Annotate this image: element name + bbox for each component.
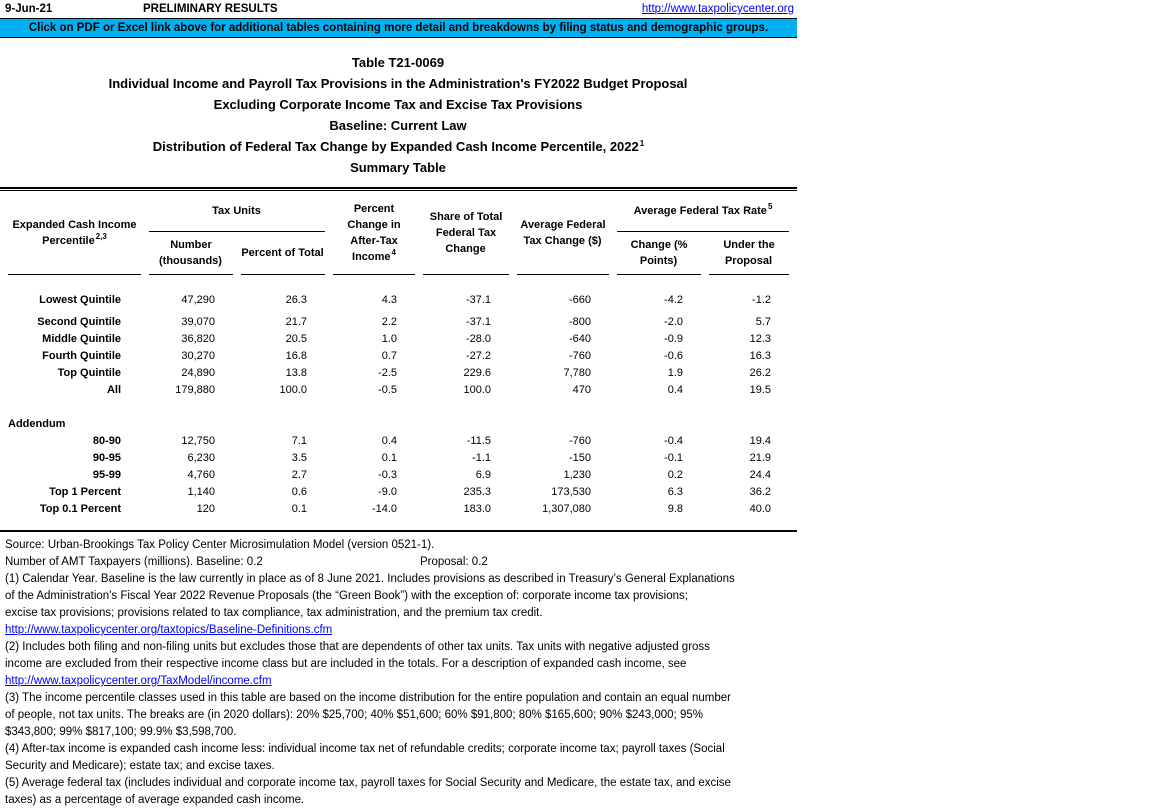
header-under-the-proposal: Under the Proposal xyxy=(709,232,789,275)
footnote-line: (3) The income percentile classes used in this table are based on the income distribution for the entire population and contain an equal number xyxy=(5,692,732,704)
title-line-baseline: Baseline: Current Law xyxy=(329,118,467,133)
cell-value: -14.0 xyxy=(371,503,398,515)
cell-value: 229.6 xyxy=(463,367,492,379)
table-header xyxy=(8,191,789,275)
cell-value: -0.3 xyxy=(378,469,398,481)
amt-proposal-value: Proposal: 0.2 xyxy=(420,556,488,568)
table-row xyxy=(8,275,789,314)
footnote-line: taxes) as a percentage of average expanded cash income. xyxy=(5,794,305,806)
row-label: Top 1 Percent xyxy=(49,486,121,498)
footnote-line: $343,800; 99% $817,100; 99.9% $3,598,700. xyxy=(5,726,237,738)
taxpolicycenter-url-link[interactable]: http://www.taxpolicycenter.org xyxy=(641,3,794,15)
header-group-average-federal-tax-rate: Average Federal Tax Rate$^5$ xyxy=(617,191,789,232)
table-number-title: Table T21-0069 xyxy=(351,55,445,70)
cell-value xyxy=(333,416,415,433)
section-row xyxy=(8,416,789,433)
cell-value: 6.9 xyxy=(475,469,492,481)
cell-value: 9.8 xyxy=(667,503,684,515)
cell-value: -800 xyxy=(568,316,592,328)
cell-value xyxy=(617,416,701,433)
footnote-line: (2) Includes both filing and non-filing units but excludes those that are dependents of other tax units. Tax units with negative adjusted gross xyxy=(5,641,710,653)
header-group-tax-units: Tax Units xyxy=(149,191,325,232)
header-average-federal-tax-change: Average Federal Tax Change ($) xyxy=(517,191,609,275)
cell-value: 183.0 xyxy=(463,503,492,515)
report-date: 9-Jun-21 xyxy=(5,3,53,15)
cell-value: 21.7 xyxy=(285,316,308,328)
cell-value: 36,820 xyxy=(181,333,215,345)
table-row xyxy=(8,501,789,518)
spacer-row xyxy=(8,399,789,416)
cell-value: 7,780 xyxy=(563,367,592,379)
cell-value: 6,230 xyxy=(187,452,215,464)
row-label: Top Quintile xyxy=(57,367,121,379)
cell-value: -2.0 xyxy=(664,316,684,328)
cell-value: 0.4 xyxy=(667,384,684,396)
title-block xyxy=(0,52,797,178)
cell-value: 0.2 xyxy=(667,469,684,481)
row-label: All xyxy=(106,384,121,396)
amt-taxpayers-line xyxy=(5,554,815,571)
cell-value: 173,530 xyxy=(551,486,592,498)
footnote-line: of the Administration's Fiscal Year 2022 Revenue Proposals (the “Green Book”) with the exception of: corporate income tax provisions; xyxy=(5,590,688,602)
row-label: Middle Quintile xyxy=(42,333,121,345)
table-row xyxy=(8,382,789,399)
cell-value: -28.0 xyxy=(465,333,492,345)
row-label: 95-99 xyxy=(92,469,121,481)
cell-value: -640 xyxy=(568,333,592,345)
cell-value: -0.1 xyxy=(664,452,684,464)
cell-value: 4,760 xyxy=(187,469,215,481)
footnote-link[interactable]: http://www.taxpolicycenter.org/taxtopics/Baseline-Definitions.cfm xyxy=(5,624,333,636)
cell-value: -4.2 xyxy=(664,293,684,306)
cell-value: 100.0 xyxy=(279,384,308,396)
cell-value: 0.1 xyxy=(291,503,308,515)
table-row xyxy=(8,467,789,484)
table-bottom-rule xyxy=(0,530,797,532)
row-label: Second Quintile xyxy=(37,316,121,328)
cell-value: -11.5 xyxy=(466,435,492,447)
cell-value: 0.4 xyxy=(381,435,398,447)
cell-value: 1,230 xyxy=(563,469,592,481)
cell-value: 179,880 xyxy=(175,384,215,396)
cell-value: -0.6 xyxy=(664,350,684,362)
cell-value: 12.3 xyxy=(749,333,772,345)
footnote-line: (4) After-tax income is expanded cash income less: individual income tax net of refundable credits; corporate income tax; payroll taxes (Social xyxy=(5,743,725,755)
cell-value: 3.5 xyxy=(291,452,308,464)
cell-value: 16.3 xyxy=(749,350,772,362)
cell-value: -1.2 xyxy=(752,293,772,306)
cell-value: 1.0 xyxy=(381,333,398,345)
cell-value: -1.1 xyxy=(472,452,492,464)
table-row xyxy=(8,450,789,467)
header-expanded-cash-income-percentile: Expanded Cash Income Percentile$^{2,3}$ xyxy=(8,191,141,275)
cell-value: 7.1 xyxy=(291,435,308,447)
cell-value: 5.7 xyxy=(755,316,772,328)
cell-value: 100.0 xyxy=(463,384,492,396)
cell-value: 0.1 xyxy=(381,452,398,464)
cell-value: 1.9 xyxy=(667,367,684,379)
cell-value: 1,140 xyxy=(187,486,215,498)
footnote-line: excise tax provisions; provisions related to tax compliance, tax administration, and the premium tax credit. xyxy=(5,607,543,619)
cell-value: 20.5 xyxy=(285,333,308,345)
title-line-summary: Summary Table xyxy=(350,160,446,175)
header-change-percent-points: Change (% Points) xyxy=(617,232,701,275)
header-number-thousands: Number (thousands) xyxy=(149,232,233,275)
cell-value: -37.1 xyxy=(465,293,492,306)
cell-value: 16.8 xyxy=(285,350,308,362)
preliminary-results-label: PRELIMINARY RESULTS xyxy=(143,3,278,15)
table-row xyxy=(8,331,789,348)
notice-banner: Click on PDF or Excel link above for additional tables containing more detail and breakdowns by filing status and demographic groups. xyxy=(0,18,797,38)
cell-value: 2.7 xyxy=(291,469,308,481)
cell-value: 24,890 xyxy=(181,367,215,379)
cell-value: 2.2 xyxy=(381,316,398,328)
cell-value: 21.9 xyxy=(749,452,772,464)
row-label: 80-90 xyxy=(92,435,121,447)
row-label: Lowest Quintile xyxy=(39,293,121,306)
cell-value: 47,290 xyxy=(181,293,215,306)
cell-value: 470 xyxy=(572,384,592,396)
footnote-blocks xyxy=(5,571,815,809)
cell-value: -660 xyxy=(568,293,592,306)
cell-value: -2.5 xyxy=(378,367,398,379)
cell-value xyxy=(241,416,325,433)
footnote-line: of people, not tax units. The breaks are (in 2020 dollars): 20% $25,700; 40% $51,600; 60% $91,800; 80% $165,600; 90% $243,000; 95% xyxy=(5,709,703,721)
title-line-provisions: Individual Income and Payroll Tax Provisions in the Administration's FY2022 Budget Proposal xyxy=(108,76,688,91)
cell-value xyxy=(423,416,509,433)
cell-value: 26.3 xyxy=(285,293,308,306)
cell-value: 19.5 xyxy=(749,384,772,396)
footnote-line: income are excluded from their respective income class but are included in the totals. For a description of expanded cash income, see xyxy=(5,658,687,670)
row-label: 90-95 xyxy=(92,452,121,464)
table-body xyxy=(8,275,789,518)
cell-value: -27.2 xyxy=(465,350,492,362)
title-line-excluding: Excluding Corporate Income Tax and Excise Tax Provisions xyxy=(213,97,583,112)
cell-value: 19.4 xyxy=(749,435,772,447)
row-label: Fourth Quintile xyxy=(42,350,121,362)
top-bar xyxy=(0,0,797,18)
cell-value: 0.6 xyxy=(291,486,308,498)
cell-value: -0.5 xyxy=(378,384,398,396)
title-line-distribution: Distribution of Federal Tax Change by Expanded Cash Income Percentile, 2022$^1$ xyxy=(152,138,645,154)
footnotes xyxy=(0,537,815,809)
cell-value: -9.0 xyxy=(378,486,398,498)
cell-value: 24.4 xyxy=(749,469,772,481)
cell-value: 36.2 xyxy=(749,486,772,498)
footnote-line: Security and Medicare); estate tax; and excise taxes. xyxy=(5,760,275,772)
table-row xyxy=(8,484,789,501)
header-percent-of-total: Percent of Total xyxy=(241,232,325,275)
cell-value: -150 xyxy=(568,452,592,464)
source-line: Source: Urban-Brookings Tax Policy Center Microsimulation Model (version 0521-1). xyxy=(5,539,435,551)
table-row xyxy=(8,433,789,450)
footnote-line: (5) Average federal tax (includes individual and corporate income tax, payroll taxes for Social Security and Medicare, the estate tax, and excise xyxy=(5,777,731,789)
cell-value: 39,070 xyxy=(181,316,215,328)
cell-value: -0.4 xyxy=(664,435,684,447)
table-row xyxy=(8,348,789,365)
header-share-of-total-federal-tax-change: Share of Total Federal Tax Change xyxy=(423,191,509,275)
cell-value: 4.3 xyxy=(381,293,398,306)
cell-value: 26.2 xyxy=(749,367,772,379)
cell-value xyxy=(517,416,609,433)
cell-value: -760 xyxy=(568,350,592,362)
blank-cell xyxy=(8,399,789,416)
row-label: Top 0.1 Percent xyxy=(39,503,121,515)
cell-value xyxy=(149,416,233,433)
cell-value: 12,750 xyxy=(181,435,215,447)
cell-value: 235.3 xyxy=(463,486,492,498)
cell-value: 30,270 xyxy=(181,350,215,362)
cell-value: -0.9 xyxy=(664,333,684,345)
table-row xyxy=(8,314,789,331)
cell-value: -760 xyxy=(568,435,592,447)
header-percent-change-after-tax-income: Percent Change in After-Tax Income$^4$ xyxy=(333,191,415,275)
cell-value: 0.7 xyxy=(381,350,398,362)
summary-table xyxy=(0,191,797,518)
cell-value: 13.8 xyxy=(285,367,308,379)
row-label: Addendum xyxy=(8,418,66,430)
cell-value: 6.3 xyxy=(667,486,684,498)
footnote-line: (1) Calendar Year. Baseline is the law currently in place as of 8 June 2021. Includes provisions as described in Treasury’s General Explanations xyxy=(5,573,735,585)
cell-value: -37.1 xyxy=(465,316,492,328)
cell-value: 40.0 xyxy=(749,503,772,515)
cell-value xyxy=(709,416,789,433)
cell-value: 120 xyxy=(196,503,215,515)
footnote-link[interactable]: http://www.taxpolicycenter.org/TaxModel/income.cfm xyxy=(5,675,272,687)
table-row xyxy=(8,365,789,382)
cell-value: 1,307,080 xyxy=(542,503,592,515)
amt-baseline-value: Number of AMT Taxpayers (millions). Baseline: 0.2 xyxy=(5,556,263,568)
